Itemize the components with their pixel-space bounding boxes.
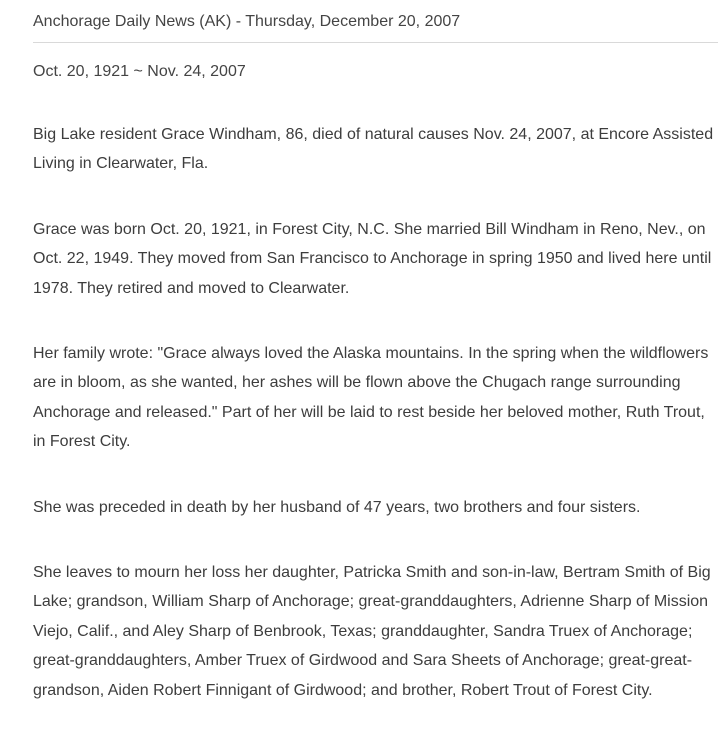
obituary-paragraph: She leaves to mourn her loss her daughter, Patricka Smith and son-in-law, Bertram Smith of Big Lake; grandson, William Sharp of Anchorage; great-granddaughters, Adrienne Sharp of Mission Viejo, Calif., and Aley Sharp of Benbrook, Texas; granddaughter, Sandra Truex of Anchorage; great-granddaughters, Amber Truex of Girdwood and Sara Sheets of Anchorage; great-great-grandson, Aiden Robert Finnigant of Girdwood; and brother, Robert Trout of Forest City. <box>33 564 711 699</box>
life-dates: Oct. 20, 1921 ~ Nov. 24, 2007 <box>33 63 246 80</box>
obituary-paragraph: Big Lake resident Grace Windham, 86, died of natural causes Nov. 24, 2007, at Encore Assisted Living in Clearwater, Fla. <box>33 126 714 173</box>
obituary-paragraph: She was preceded in death by her husband of 47 years, two brothers and four sisters. <box>33 498 641 516</box>
obituary-paragraph: Her family wrote: "Grace always loved the Alaska mountains. In the spring when the wildflowers are in bloom, as she wanted, her ashes will be flown above the Chugach range surrounding Anchorage and released." Part of her will be laid to rest beside her beloved mother, Ruth Trout, in Forest City. <box>33 345 709 451</box>
source-header: Anchorage Daily News (AK) - Thursday, December 20, 2007 <box>33 0 718 43</box>
obituary-article <box>33 0 718 705</box>
obituary-paragraph: Grace was born Oct. 20, 1921, in Forest City, N.C. She married Bill Windham in Reno, Nev., on Oct. 22, 1949. They moved from San Francisco to Anchorage in spring 1950 and lived here until 1978. They retired and moved to Clearwater. <box>33 220 712 297</box>
